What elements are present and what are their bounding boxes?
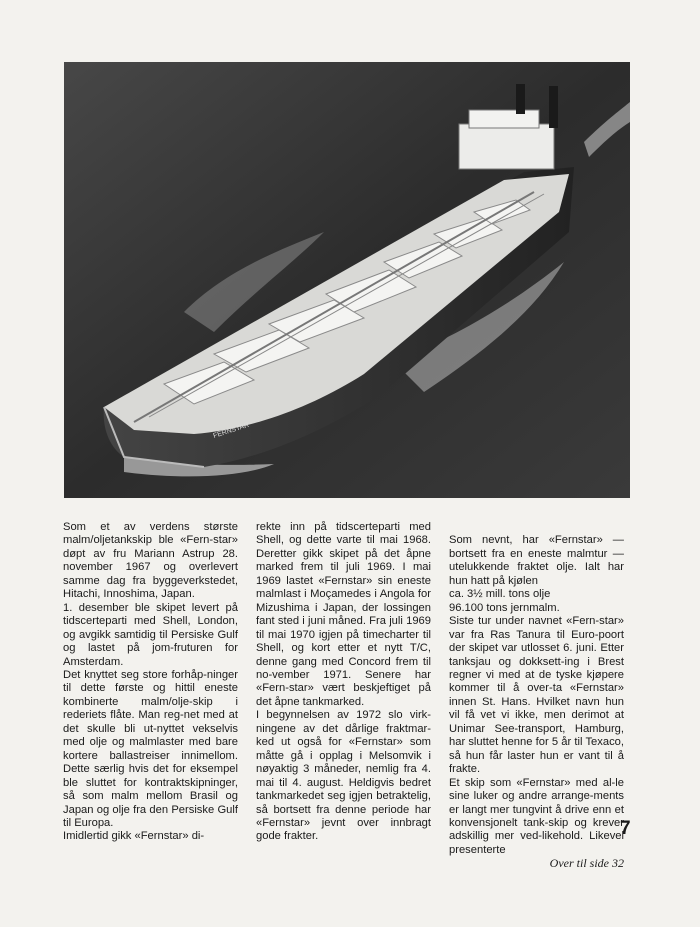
continued-note: Over til side 32 xyxy=(549,856,624,871)
article-column-3-text: Som nevnt, har «Fernstar» — bortsett fra en eneste malmtur — utelukkende fraktet olje. Ialt har hun hatt på kjølen ca. 3½ mill. tons olje 96.100 tons jernmalm. Siste tur under navnet «Fern-star» var fra Ras Tanura til Euro-poort der skipet var utlosset 6. juni. Etter tanksjau og dokksett-ing i Brest regner vi med at de tyske kjøpere kommer til å over-ta «Fernstar» innen St. Hans. Hvilket navn hun vil få vet vi ikke, men derimot at Unimar See-transport, Hamburg, har sluttet henne for 5 år til Texaco, så hun får laster hun er vant til å frakte. Et skip som «Fernstar» med al-le sine luker og andre arrange-ments er langt mer tungvint å drive enn et konvensjonelt tank-skip og krever adskillig mer ved-likehold. Likevel presenterte xyxy=(449,534,624,856)
article-column-3 xyxy=(449,521,624,884)
ship-photo xyxy=(64,62,630,498)
article-column-1: Som et av verdens største malm/oljetankskip ble «Fern-star» døpt av fru Mariann Astrup 28. november 1967 og overlevert samme dag fra byggeverkstedet, Hitachi, Innoshima, Japan. 1. desember ble skipet levert på tidscerteparti med Shell, London, og avgikk samtidig til Persiske Gulf og lastet på jom-fruturen for Amsterdam. Det knyttet seg store forhåp-ninger til dette første og hittil eneste kombinerte malm/olje-skip i rederiets flåte. Man reg-net med at det skulle bli ut-nyttet vekselvis med olje og malmlaster med bare kortere ballastreiser innimellom. Dette særlig hvis det for eksempel ble sluttet for kontraktskipninger, så som malm mellom Brasil og Japan og olje fra den Persiske Gulf til Europa. Imidlertid gikk «Fernstar» di- xyxy=(63,521,238,843)
tanker-illustration xyxy=(64,62,630,498)
article-column-2: rekte inn på tidscerteparti med Shell, og dette varte til mai 1968. Deretter gikk skipet på det åpne marked frem til juli 1969. I mai 1969 lastet «Fernstar» sin eneste malmlast i Moçamedes i Angola for Mizushima i Japan, der lossingen fant sted i juni måned. Fra juli 1969 til mai 1970 igjen på timecharter til Shell, og kort etter et nytt T/C, denne gang med Concord frem til no-vember 1971. Senere har «Fern-star» vært beskjeftiget på det åpne tankmarked. I begynnelsen av 1972 slo virk-ningene av det dårlige fraktmar-ked ut også for «Fernstar» som måtte gå i opplag i Melsomvik i nøyaktig 3 måneder, nemlig fra 4. mai til 4. august. Heldigvis bedret tankmarkedet seg igjen betraktelig, så bortsett fra denne periode har «Fernstar» jevnt over innbragt gode frakter. xyxy=(256,521,431,843)
page-number: 7 xyxy=(620,818,631,839)
hull-lettering: FERNSTAR xyxy=(212,421,251,440)
